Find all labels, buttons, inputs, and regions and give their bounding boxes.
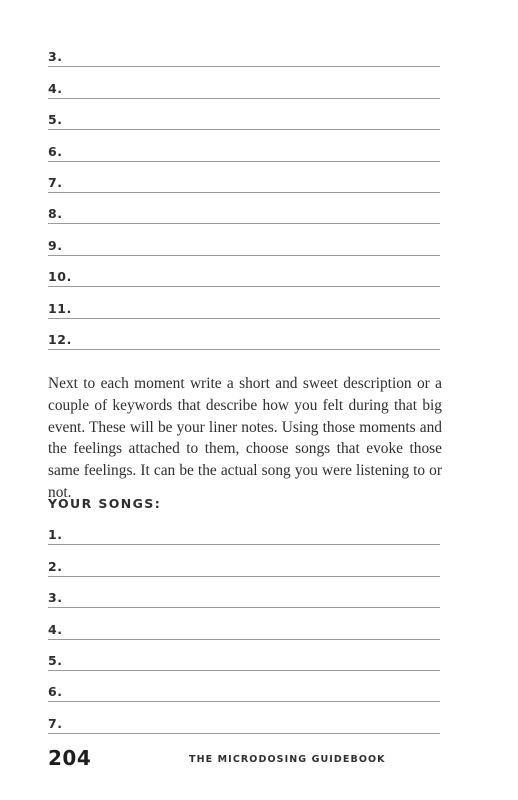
song-line-7 bbox=[48, 702, 440, 733]
running-title: THE MICRODOSING GUIDEBOOK bbox=[189, 754, 386, 765]
moment-line-9 bbox=[48, 224, 440, 255]
line-number: 12. bbox=[48, 331, 72, 347]
line-number: 4. bbox=[48, 621, 63, 637]
line-number: 8. bbox=[48, 206, 63, 222]
song-line-2 bbox=[48, 545, 440, 576]
page-number: 204 bbox=[48, 746, 92, 770]
line-number: 5. bbox=[48, 112, 63, 128]
moment-line-4 bbox=[48, 67, 440, 98]
line-number: 7. bbox=[48, 715, 63, 731]
songs-list bbox=[48, 514, 440, 734]
instruction-paragraph: Next to each moment write a short and sweet description or a couple of keywords that describe how you felt during that big event. These will be your liner notes. Using those moments and the feelings attached to them, choose songs that evoke those same feelings. It can be the actual song you were listening to or not. bbox=[48, 375, 442, 501]
moment-line-12 bbox=[48, 319, 440, 350]
line-number: 4. bbox=[48, 80, 63, 96]
line-number: 2. bbox=[48, 558, 63, 574]
line-number: 7. bbox=[48, 174, 63, 190]
moment-line-7 bbox=[48, 162, 440, 193]
song-line-3 bbox=[48, 577, 440, 608]
moment-line-8 bbox=[48, 193, 440, 224]
moments-list bbox=[48, 36, 440, 350]
line-number: 3. bbox=[48, 590, 63, 606]
moment-line-6 bbox=[48, 130, 440, 161]
song-line-4 bbox=[48, 608, 440, 639]
moment-line-10 bbox=[48, 256, 440, 287]
moment-line-3 bbox=[48, 36, 440, 67]
line-number: 1. bbox=[48, 527, 63, 543]
line-number: 6. bbox=[48, 143, 63, 159]
moment-line-5 bbox=[48, 99, 440, 130]
line-number: 9. bbox=[48, 237, 63, 253]
line-number: 5. bbox=[48, 652, 63, 668]
line-number: 6. bbox=[48, 684, 63, 700]
songs-heading: YOUR SONGS: bbox=[48, 496, 162, 511]
song-line-6 bbox=[48, 671, 440, 702]
song-line-5 bbox=[48, 640, 440, 671]
line-number: 3. bbox=[48, 49, 63, 65]
page-footer bbox=[48, 746, 440, 772]
line-number: 10. bbox=[48, 269, 72, 285]
moment-line-11 bbox=[48, 287, 440, 318]
song-line-1 bbox=[48, 514, 440, 545]
line-number: 11. bbox=[48, 300, 72, 316]
